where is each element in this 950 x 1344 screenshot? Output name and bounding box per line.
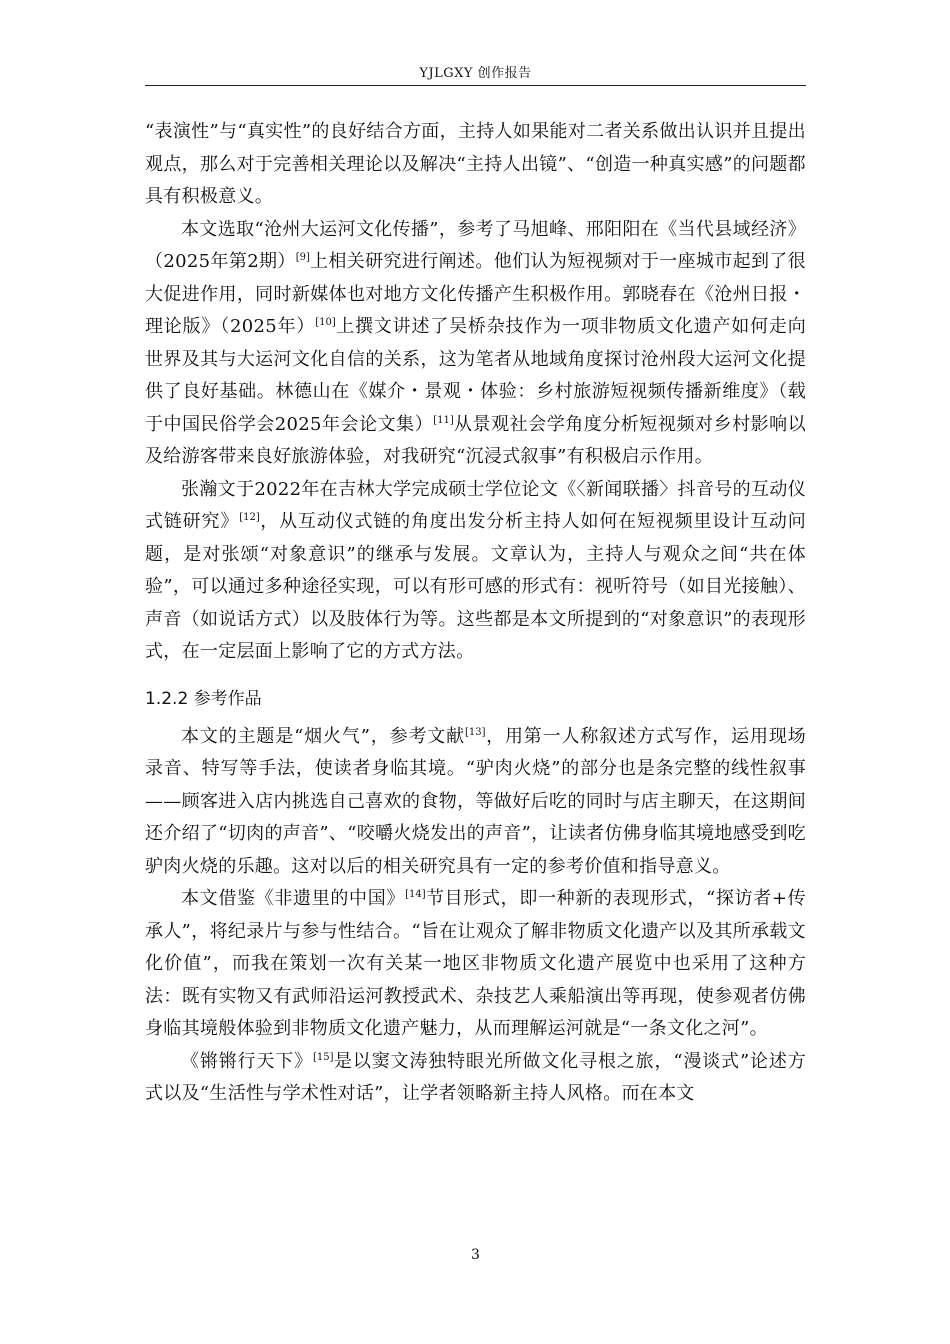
body-paragraph bbox=[145, 1046, 806, 1111]
document-body bbox=[145, 116, 806, 1111]
paragraph-text: “表演性”与“真实性”的良好结合方面，主持人如果能对二者关系做出认识并且提出观点，那么对于完善相关理论以及解决“主持人出镜”、“创造一种真实感”的问题都具有积极意义。 bbox=[145, 121, 806, 207]
paragraph-text: 本文选取“沧州大运河文化传播”，参考了马旭峰、邢阳阳在《当代县域经济》（2025年第2期） bbox=[145, 218, 806, 272]
citation-superscript: [13] bbox=[465, 726, 486, 738]
paragraph-text: ，从互动仪式链的角度出发分析主持人如何在短视频里设计互动问题，是对张颂“对象意识”的继承与发展。文章认为，主持人与观众之间“共在体验”，可以通过多种途径实现，可以有形可感的形式有：视听符号（如目光接触）、声音（如说话方式）以及肢体行为等。这些都是本文所提到的“对象意识”的表现形式，在一定层面上影响了它的方式方法。 bbox=[145, 511, 806, 662]
paragraph-text: 本文借鉴《非遗里的中国》 bbox=[181, 888, 406, 909]
body-paragraph bbox=[145, 214, 806, 474]
citation-superscript: [10] bbox=[315, 317, 336, 328]
paragraph-text: 是以窦文涛独特眼光所做文化寻根之旅，“漫谈式”论述方式以及“生活性与学术性对话”，让学者领略新主持人风格。而在本文 bbox=[145, 1050, 806, 1104]
paragraph-text: 《锵锵行天下》 bbox=[181, 1050, 313, 1072]
paragraph-text: 本文的主题是“烟火气”，参考文献 bbox=[181, 725, 466, 747]
page-number: 3 bbox=[471, 1247, 480, 1263]
paragraph-text: 从景观社会学角度分析短视频对乡村影响以及给游客带来良好旅游体验，对我研究“沉浸式叙事”有积极启示作用。 bbox=[145, 413, 806, 467]
header-divider bbox=[145, 85, 806, 86]
citation-superscript: [12] bbox=[239, 512, 260, 523]
paragraph-text: 上撰文讲述了吴桥杂技作为一项非物质文化遗产如何走向世界及其与大运河文化自信的关系，这为笔者从地域角度探讨沧州段大运河文化提供了良好基础。林德山在《媒介・景观・体验：乡村旅游短视频传播新维度》（载于中国民俗学会2025年会论文集） bbox=[145, 316, 807, 435]
body-paragraph bbox=[145, 116, 806, 214]
section-heading: 1.2.2 参考作品 bbox=[145, 688, 262, 709]
paragraph-text: 上相关研究进行阐述。他们认为短视频对于一座城市起到了很大促进作用，同时新媒体也对地方文化传播产生积极作用。郭晓春在《沧州日报・理论版》（2025年） bbox=[145, 251, 806, 337]
paragraph-text: 节目形式，即一种新的表现形式，“探访者+传承人”，将纪录片与参与性结合。“旨在让观众了解非物质文化遗产以及其所承载文化价值”，而我在策划一次有关某一地区非物质文化遗产展览中也采用了这种方法：既有实物又有武师沿运河教授武术、杂技艺人乘船演出等再现，使参观者仿佛身临其境般体验到非物质文化遗产魅力，从而理解运河就是“一条文化之河”。 bbox=[145, 888, 806, 1039]
paragraph-text: ，用第一人称叙述方式写作，运用现场录音、特写等手法，使读者身临其境。“驴肉火烧”的部分也是条完整的线性叙事——顾客进入店内挑选自己喜欢的食物，等做好后吃的同时与店主聊天，在这期间还介绍了“切肉的声音”、“咬嚼火烧发出的声音”，让读者仿佛身临其境地感受到吃驴肉火烧的乐趣。这对以后的相关研究具有一定的参考价值和指导意义。 bbox=[145, 725, 806, 877]
body-paragraph bbox=[145, 474, 806, 669]
paragraph-group-before bbox=[145, 116, 806, 669]
citation-superscript: [9] bbox=[295, 252, 310, 263]
citation-superscript: [15] bbox=[312, 1051, 334, 1063]
page-header: YJLGXY 创作报告 bbox=[419, 66, 532, 81]
body-paragraph bbox=[145, 883, 806, 1046]
paragraph-group-after bbox=[145, 721, 806, 1111]
paragraph-text: 张瀚文于2022年在吉林大学完成硕士学位论文《〈新闻联播〉抖音号的互动仪式链研究》 bbox=[145, 478, 806, 532]
body-paragraph bbox=[145, 721, 806, 884]
citation-superscript: [11] bbox=[433, 414, 454, 426]
citation-superscript: [14] bbox=[405, 889, 426, 900]
